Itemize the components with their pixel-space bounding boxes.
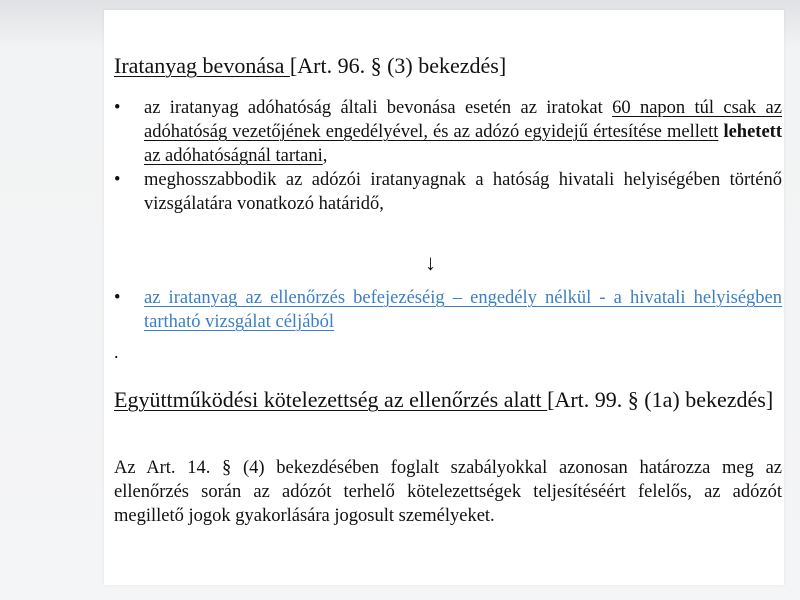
section1-result-list	[114, 286, 782, 334]
bullet-item-1-text-b: 60 napon túl csak az adóhatóság vezetőjének engedélyével, és az adózó egyidejű értesítése mellett	[144, 98, 782, 142]
bullet-item-1-text-d: az adóhatóságnál tartani	[144, 146, 323, 166]
bullet-item-2-text: meghosszabbodik az adózói iratanyagnak a hatóság hivatali helyiségében történő vizsgálatára vonatkozó határidő,	[144, 170, 782, 214]
bullet-item-1-bold: lehetett	[723, 122, 782, 142]
section1-heading-reference: [Art. 96. § (3) bekezdés]	[289, 53, 507, 78]
bullet-item-1	[114, 96, 782, 168]
section2-heading-title: Együttműködési kötelezettség az ellenőrzés alatt	[114, 387, 548, 412]
section2-heading-reference: [Art. 99. § (1a) bekezdés]	[547, 387, 774, 412]
bullet-item-3	[114, 286, 782, 334]
section1-bullet-list	[114, 96, 782, 216]
section1-heading-title: Iratanyag bevonása	[114, 53, 290, 78]
bullet-item-1-text-a: az iratanyag adóhatóság általi bevonása esetén az iratokat	[144, 98, 613, 118]
bullet-marker: •	[114, 170, 121, 190]
section1-heading	[114, 52, 782, 80]
bullet-item-3-text: az iratanyag az ellenőrzés befejezéséig – engedély nélkül - a hivatali helyiségben tartható vizsgálat céljából	[144, 288, 782, 332]
section2-heading	[114, 386, 782, 414]
bullet-marker: •	[114, 98, 121, 118]
section2-paragraph: Az Art. 14. § (4) bekezdésében foglalt szabályokkal azonosan határozza meg az ellenőrzés során az adózót terhelő kötelezettségek teljesítéséért felelős, az adózót megillető jogok gyakorlására jogosult személyeket.	[114, 458, 782, 526]
separator-dot: .	[114, 342, 119, 362]
bullet-item-1-text-e: ,	[322, 146, 328, 166]
bullet-item-2	[114, 168, 782, 216]
down-arrow-icon: ↓	[425, 250, 436, 275]
bullet-marker: •	[114, 288, 121, 308]
